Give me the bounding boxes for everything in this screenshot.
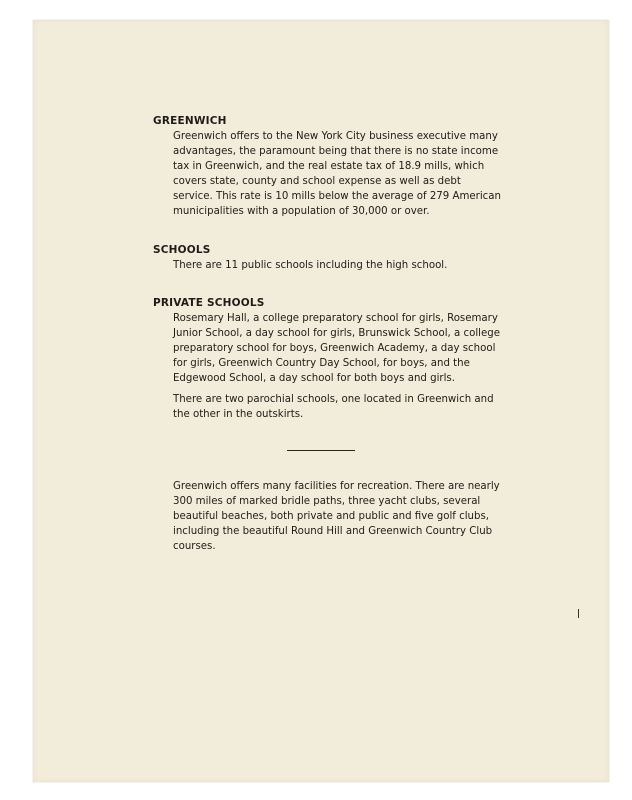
recreation-paragraph: Greenwich offers many facilities for recreation. There are nearly 300 miles of marked bridle paths, three yacht clubs, several beautiful beaches, both private and public and five golf clubs, including the beautiful Round Hill and Greenwich Country Club courses. (173, 481, 500, 552)
greenwich-heading: GREENWICH (153, 115, 227, 127)
greenwich-paragraph: Greenwich offers to the New York City business executive many advantages, the paramount being that there is no state income tax in Greenwich, and the real estate tax of 18.9 mills, which covers state, county and school expense as well as debt service. This rate is 10 mills below the average of 279 American municipalities with a population of 30,000 or over. (173, 131, 501, 217)
schools-heading: SCHOOLS (153, 244, 211, 256)
document-body (153, 114, 513, 554)
section-divider (287, 450, 355, 451)
paper-mark (578, 609, 579, 618)
parochial-schools-paragraph: There are two parochial schools, one located in Greenwich and the other in the outskirts. (173, 394, 494, 420)
private-schools-paragraph: Rosemary Hall, a college preparatory school for girls, Rosemary Junior School, a day school for girls, Brunswick School, a college preparatory school for boys, Greenwich Academy, a day school for girls, Greenwich Country Day School, for boys, and the Edgewood School, a day school for both boys and girls. (173, 313, 500, 384)
private-schools-heading: PRIVATE SCHOOLS (153, 297, 265, 309)
schools-paragraph: There are 11 public schools including the high school. (173, 260, 448, 271)
